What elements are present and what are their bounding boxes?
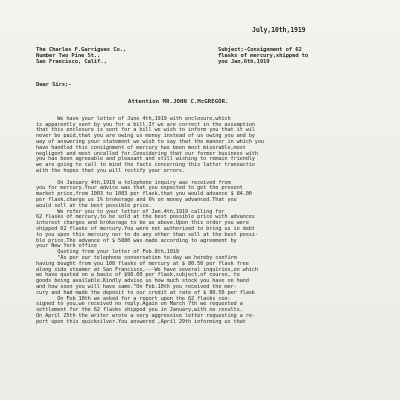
salutation: Dear Sirs;- (36, 82, 72, 88)
body-line: port upon this quicksilver.You answered ,April 29th informing us that (36, 318, 246, 325)
body-line: you for mercury.Your advice was that you expected to get the present (36, 185, 243, 192)
body-line: your New York office (36, 243, 97, 250)
recipient-address (36, 47, 126, 65)
letter-date: July,10th,1919 (252, 26, 306, 34)
body-line: with the hopes that you will rectify your errors. (36, 167, 185, 174)
address-line: The Charles F.Garrigues Co., (36, 47, 127, 53)
body-line: never be paid,that you are owing us money instead of us owing you and by (36, 133, 255, 140)
body-line: On January 4th,1919 a telephone inquiry was received from (36, 179, 231, 186)
body-line: along side steamer at San Francisco,---We have several inquiries,on which (36, 266, 258, 273)
body-line: having bought from you 100 flasks of mercury at $ 80.50 per flask free (36, 260, 249, 267)
attention-line: Attention MR.JOHN C.McGREGOR. (128, 99, 229, 105)
body-line: signed to you,we received no reply.Again on March 7th we requested a (36, 301, 243, 308)
body-line: have handled this consignment of mercury has been most miserable,most (36, 144, 246, 151)
body-line: negligent and most uncalled for.Considering that our former business with (36, 150, 258, 157)
body-line: ble price.The advance of $ 5880 was made according to agreement by (36, 237, 237, 244)
subject-block (218, 47, 308, 65)
body-line: We refer you to your letter of Jan.4th,1919 calling for (36, 208, 225, 215)
body-line: shipped 62 flasks of mercury.You were not authorized to bring us in debt (36, 225, 255, 232)
body-line: settlement for the 62 flasks shipped you in January,with no results. (36, 307, 243, 314)
body-line: we have quoted on a basis of $90.00 per flask,subject,of course, to (36, 272, 240, 279)
body-line: would sell at the best possible price. (36, 202, 152, 209)
body-line: market price,from 1003 to 1083 per flask,that you would advance $ 84.00 (36, 191, 252, 198)
body-line: we are going to call to mind the facts concerning this latter transactio (36, 162, 255, 169)
body-line: you has been agreeable and pleasant and still wishing to remain friendly (36, 156, 255, 163)
body-line: that this enclosure is sent for a bill we wish to inform you that it wil (36, 127, 255, 134)
body-line: is apparently sent by you for a bill.If we are correct in the assumption (36, 121, 255, 128)
subject-line: Subject;-Consignment of 62 (218, 47, 302, 53)
address-line: Number Two Pine St., (36, 53, 101, 59)
body-line: On Feb 10th we asked for a report upon the 62 flasks con- (36, 295, 231, 302)
body-line: per flask,charge us 1% brokerage and 6% on money advanced.That you (36, 196, 237, 203)
address-line: San Francisco, Calif., (36, 59, 107, 65)
body-line: 62 flasks of mercury,to be sold at the best possible price with advances (36, 214, 255, 221)
body-line: "As per our telephone conversation to-day we hereby confirm (36, 254, 237, 261)
subject-line: flasks of mercury,shipped to (218, 53, 309, 59)
body-line: We have your letter of June 4th,1919 with enclosure,which (36, 115, 231, 122)
body-line: On April 25th the writer wrote a very aggressive letter requesting a re- (36, 312, 255, 319)
body-line: goods being available.Kindly advise us how much stock you have on hand (36, 278, 249, 285)
body-line: interest charges and brokerage to be as above.Upon this order you were (36, 220, 249, 227)
subject-line: you Jan,6th,1919 (218, 59, 270, 65)
letter-body (36, 111, 264, 325)
body-line: and how soon you will have same."On Feb.10th you received the mer- (36, 283, 237, 290)
body-line: way of answering your statement we wish to say that the manner in which you (36, 138, 264, 145)
body-line: Quoting from your letter of Feb.8th,1919 (36, 249, 179, 256)
body-line: cury and had made the deposit to our credit at rate of $ 80.50 per flask (36, 289, 255, 296)
body-line: to you upon this mercury nor to do any other than sell at the best possi- (36, 231, 258, 238)
